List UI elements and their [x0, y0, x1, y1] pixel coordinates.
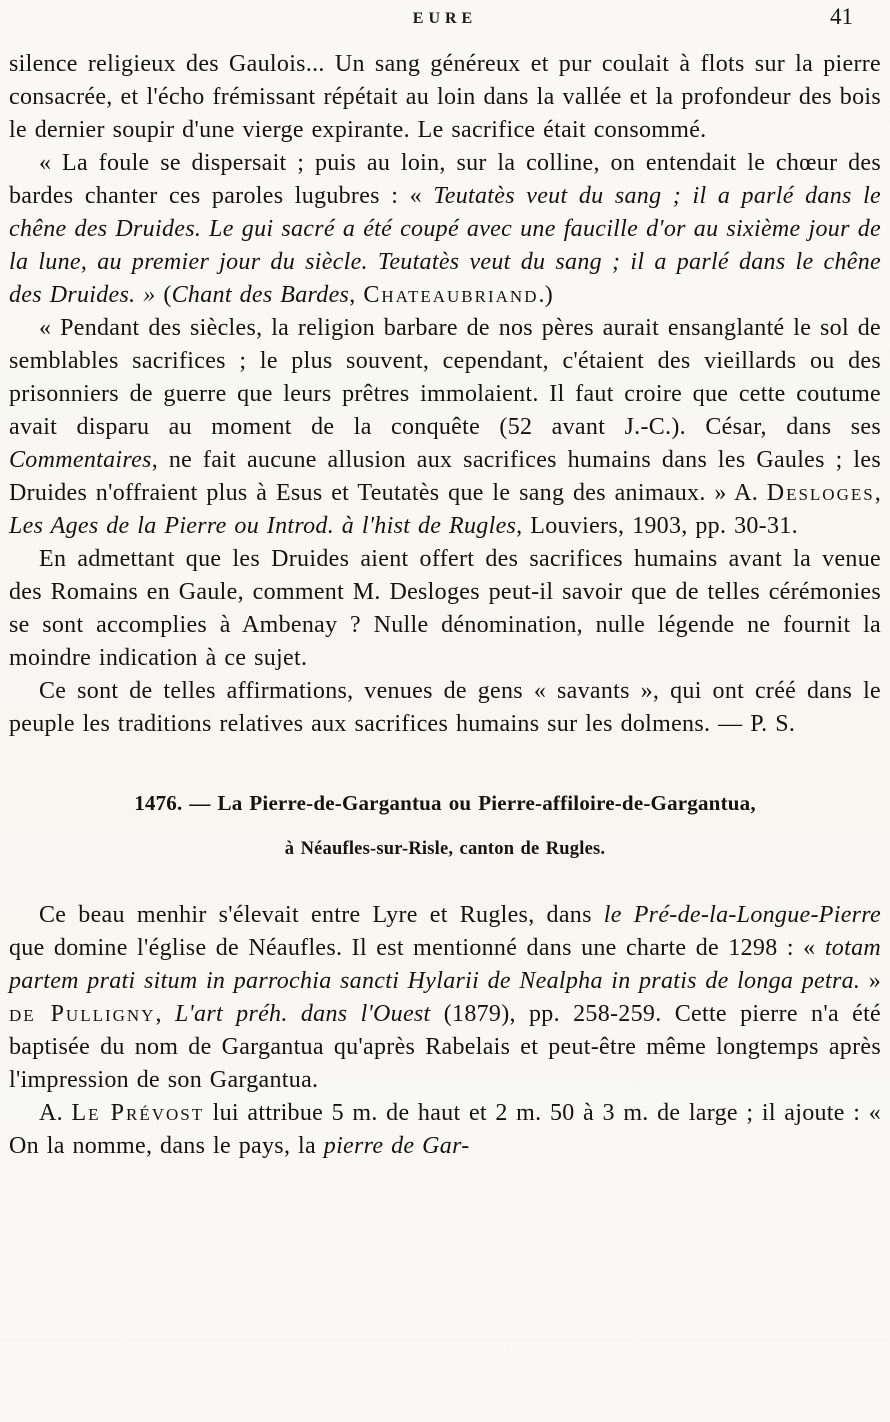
text-segment: (1879), pp. 258-259. Cette pierre n'a été baptisée du nom de Gargantua qu'après Rabelais et peut-être même longtemps après l'impression de son Gargantua.	[9, 1001, 881, 1093]
text-segment: « La foule se dispersait ; puis au loin, sur la colline, on entendait le chœur des bardes chanter ces paroles lugubres : «	[9, 150, 881, 209]
paragraph	[9, 899, 881, 1097]
paragraph	[9, 48, 881, 147]
paragraph	[9, 147, 881, 312]
section-heading: 1476. — La Pierre-de-Gargantua ou Pierre-affiloire-de-Gargantua,	[134, 791, 756, 815]
text-segment: Teutatès veut du sang ; il a parlé dans le chêne des Druides. Le gui sacré a été coupé avec une faucille d'or au sixième jour de la lune, au premier jour du siècle. Teutatès veut du sang ; il a parlé dans le chêne des Druides. »	[9, 183, 881, 308]
text-segment: « Pendant des siècles, la religion barbare de nos pères aurait ensanglanté le sol de semblables sacrifices ; le plus souvent, cependant, c'étaient des vieillards ou des prisonniers de guerre que leurs prêtres immolaient. Il faut croire que cette coutume avait disparu au moment de la conquête (52 avant J.-C.). César, dans ses	[9, 315, 881, 440]
text-segment: ,	[349, 282, 364, 308]
page-body	[9, 48, 881, 1163]
text-segment: »	[860, 968, 881, 994]
text-segment: le Pré-de-la-Longue-Pierre	[603, 902, 881, 928]
text-segment: Ce sont de telles affirmations, venues de gens « savants », qui ont créé dans le peuple les traditions relatives aux sacrifices humains sur les dolmens. — P. S.	[9, 678, 881, 737]
paragraph	[9, 675, 881, 741]
text-segment: Chant des Bardes	[171, 282, 350, 308]
text-segment: silence religieux des Gaulois... Un sang généreux et pur coulait à flots sur la pierre consacrée, et l'écho frémissant répétait au loin dans la vallée et la profondeur des bois le dernier soupir d'une vierge expirante. Le sacrifice était consommé.	[9, 51, 881, 143]
text-segment: ,	[155, 1001, 175, 1027]
text-segment: Desloges	[766, 480, 875, 506]
text-segment: , Louviers, 1903, pp. 30-31.	[516, 513, 798, 539]
paragraph	[9, 543, 881, 675]
paragraph	[9, 1097, 881, 1163]
page-header	[9, 6, 881, 42]
text-segment: Les Ages de la Pierre ou Introd. à l'hist de Rugles	[9, 513, 517, 539]
section-subheading: à Néaufles-sur-Risle, canton de Rugles.	[284, 839, 606, 859]
text-segment: que domine l'église de Néaufles. Il est mentionné dans une charte de 1298 : «	[9, 935, 825, 961]
text-segment: .)	[538, 282, 554, 308]
text-segment: En admettant que les Druides aient offert des sacrifices humains avant la venue des Romains en Gaule, comment M. Desloges peut-il savoir que de telles cérémonies se sont accomplies à Ambenay ? Nulle dénomination, nulle légende ne fournit la moindre indication à ce sujet.	[9, 546, 881, 671]
text-segment: A.	[39, 1100, 72, 1126]
text-segment: de Pulligny	[9, 1001, 156, 1027]
running-title: EURE	[412, 10, 478, 27]
text-segment: totam partem prati situm in parrochia sancti Hylarii de Nealpha in pratis de longa petra.	[9, 935, 881, 994]
text-segment: Commentaires	[9, 447, 152, 473]
text-segment: (	[155, 282, 172, 308]
paragraph	[9, 312, 881, 543]
text-segment: Chateaubriand	[363, 282, 539, 308]
text-segment: ,	[874, 480, 881, 506]
text-segment: L'art préh. dans l'Ouest	[174, 1001, 431, 1027]
text-segment: , ne fait aucune allusion aux sacrifices humains dans les Gaules ; les Druides n'offraient plus à Esus et Teutatès que le sang des animaux. » A.	[9, 447, 881, 506]
text-segment: Le Prévost	[71, 1100, 205, 1126]
text-segment: pierre de Gar-	[323, 1133, 470, 1159]
text-segment: lui attribue 5 m. de haut et 2 m. 50 à 3 m. de large ; il ajoute : « On la nomme, dans le pays, la	[9, 1100, 881, 1159]
text-segment: Ce beau menhir s'élevait entre Lyre et Rugles, dans	[39, 902, 604, 928]
page-number: 41	[830, 4, 853, 29]
